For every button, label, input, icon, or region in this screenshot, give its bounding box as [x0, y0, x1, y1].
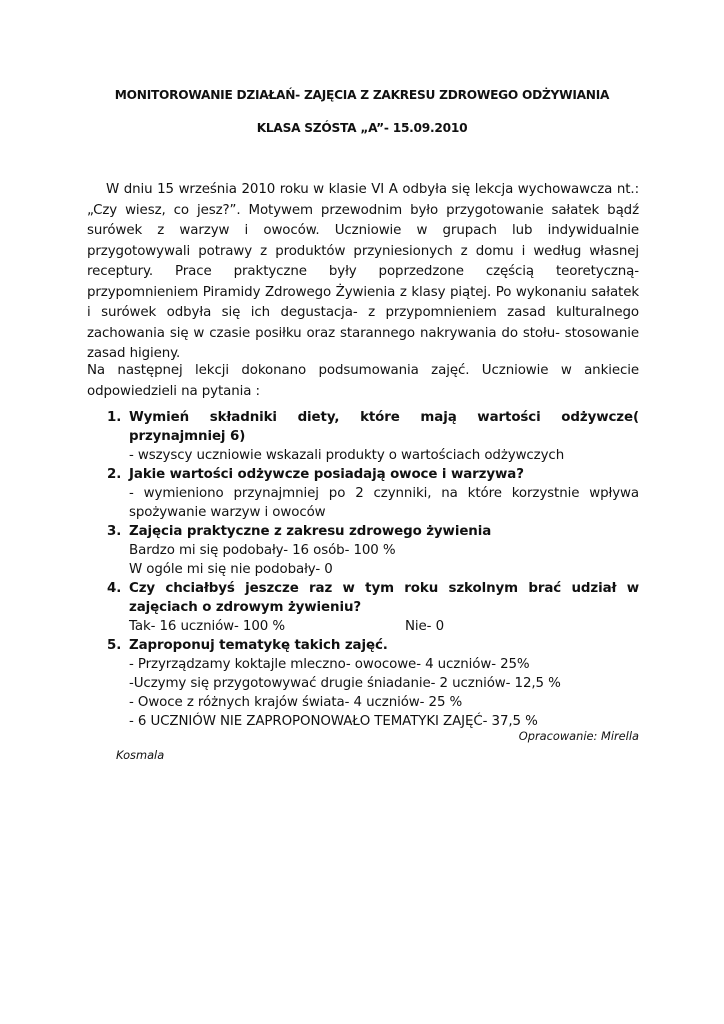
question-item-4 [87, 579, 639, 636]
signature-prepared-by: Opracowanie: Mirella [518, 729, 639, 743]
answer-line: W ogóle mi się nie podobały- 0 [129, 562, 333, 577]
question-text: Zaproponuj tematykę takich zajęć. [129, 638, 388, 653]
question-item-5 [87, 636, 639, 731]
question-number: 5. [107, 638, 122, 653]
question-item-1 [87, 408, 639, 465]
document-subtitle: KLASA SZÓSTA „A”- 15.09.2010 [256, 121, 468, 135]
answer-line: Bardzo mi się podobały- 16 osób- 100 % [129, 543, 396, 558]
answer-line: - Przyrządzamy koktajle mleczno- owocowe- 4 uczniów- 25% [129, 657, 530, 672]
document-title: MONITOROWANIE DZIAŁAŃ- ZAJĘCIA Z ZAKRESU ZDROWEGO ODŻYWIANIA [114, 88, 610, 102]
question-text: Wymień składniki diety, które mają wartości odżywcze( przynajmniej 6) [129, 410, 639, 444]
question-number: 3. [107, 524, 122, 539]
question-number: 2. [107, 467, 122, 482]
answer-yes: Tak- 16 uczniów- 100 % [129, 619, 285, 634]
answer-line: - wymieniono przynajmniej po 2 czynniki, na które korzystnie wpływa spożywanie warzyw i owoców [129, 486, 639, 520]
answer-line: - wszyscy uczniowie wskazali produkty o wartościach odżywczych [129, 448, 565, 463]
question-item-3 [87, 522, 639, 579]
question-number: 1. [107, 410, 122, 425]
summary-paragraph: Na następnej lekcji dokonano podsumowania zajęć. Uczniowie w ankiecie odpowiedzieli na pytania : [87, 363, 639, 399]
answer-line: - 6 UCZNIÓW NIE ZAPROPONOWAŁO TEMATYKI ZAJĘĆ- 37,5 % [129, 714, 538, 729]
question-text: Jakie wartości odżywcze posiadają owoce i warzywa? [129, 467, 524, 482]
question-number: 4. [107, 581, 122, 596]
signature-block [116, 727, 639, 765]
answer-no: Nie- 0 [405, 619, 444, 634]
signature-surname: Kosmala [116, 748, 165, 762]
answer-line: - Owoce z różnych krajów świata- 4 uczniów- 25 % [129, 695, 463, 710]
question-text: Czy chciałbyś jeszcze raz w tym roku szkolnym brać udział w zajęciach o zdrowym żywieniu? [129, 581, 639, 615]
answer-line: -Uczymy się przygotowywać drugie śniadanie- 2 uczniów- 12,5 % [129, 676, 561, 691]
survey-questions-list [87, 408, 639, 731]
question-text: Zajęcia praktyczne z zakresu zdrowego żywienia [129, 524, 492, 539]
answer-row [129, 617, 639, 636]
question-item-2 [87, 465, 639, 522]
intro-text: W dniu 15 września 2010 roku w klasie VI A odbyła się lekcja wychowawcza nt.: „Czy wiesz, co jesz?”. Motywem przewodnim było przygotowanie sałatek bądź surówek z warzyw i owoców. Uczniowie w grupach lub indywidualnie przygotowywali potrawy z produktów przyniesionych z domu i według własnej receptury. Prace praktyczne były poprzedzone częścią teoretyczną- przypomnieniem Piramidy Zdrowego Żywienia z klasy piątej. Po wykonaniu sałatek i surówek odbyła się ich degustacja- z przypomnieniem zasad kulturalnego zachowania się w czasie posiłku oraz starannego nakrywania do stołu- stosowanie zasad higieny. [87, 182, 639, 361]
intro-paragraph [87, 180, 639, 365]
